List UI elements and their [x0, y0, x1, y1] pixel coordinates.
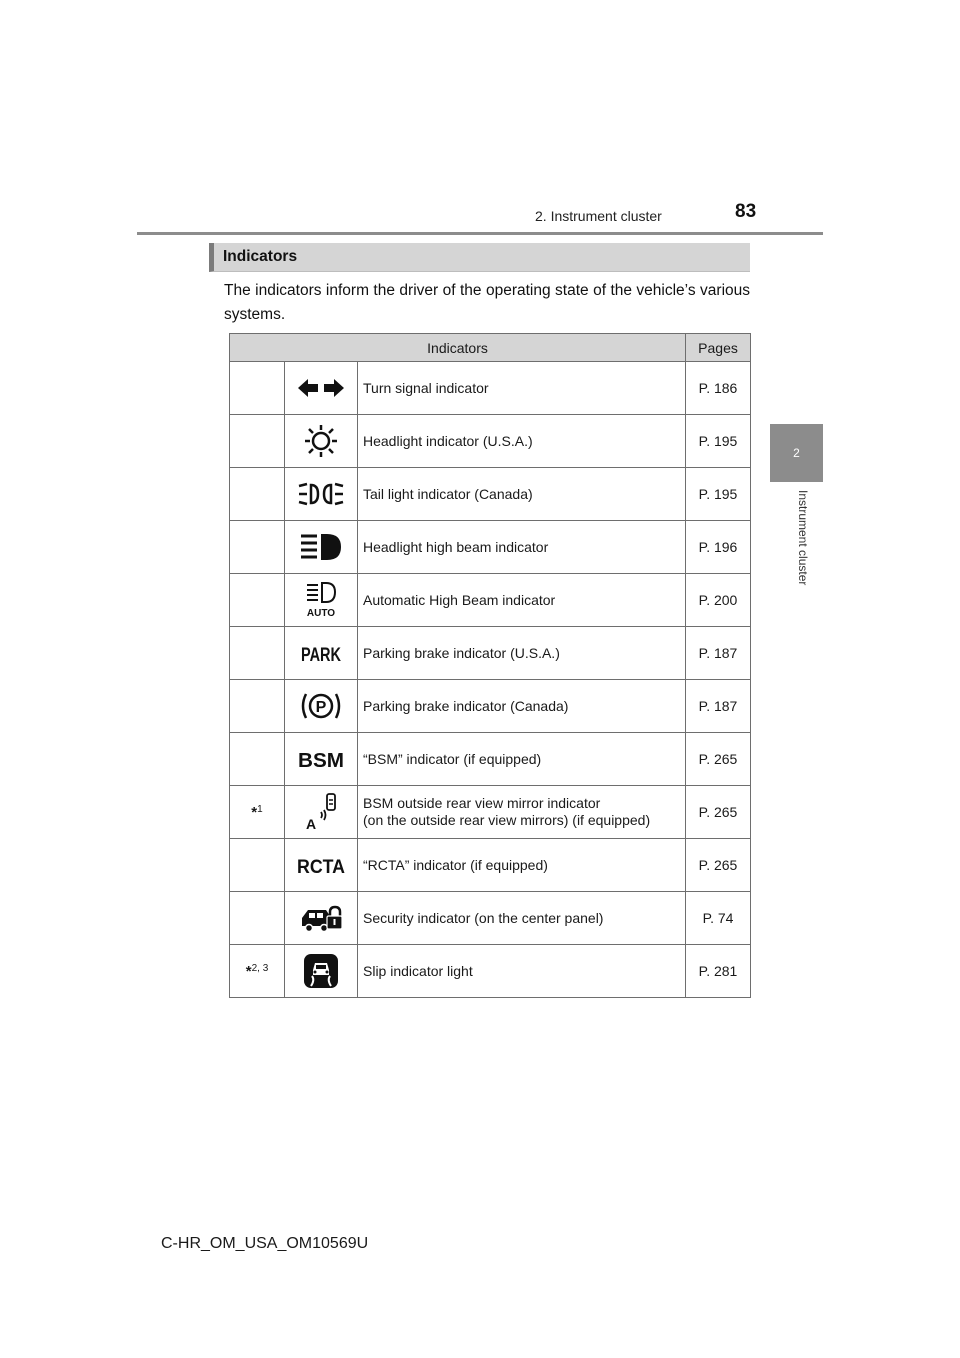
page-number: 83 [735, 201, 757, 222]
note-cell [230, 521, 285, 574]
icon-cell [285, 521, 358, 574]
icon-cell [285, 892, 358, 945]
page-ref-link[interactable]: P. 281 [686, 945, 751, 998]
pages-column-header: Pages [686, 334, 751, 362]
page-ref-link[interactable]: P. 187 [686, 680, 751, 733]
description-cell: Tail light indicator (Canada) [358, 468, 686, 521]
page-ref-link[interactable]: P. 265 [686, 733, 751, 786]
headlight-icon [301, 423, 341, 459]
footnote-star: * [245, 962, 252, 980]
icon-cell [285, 362, 358, 415]
table-row [230, 468, 751, 521]
description-cell [358, 786, 686, 839]
footnote-star: * [251, 803, 258, 821]
icon-cell [285, 786, 358, 839]
bsm-text-icon [296, 746, 346, 772]
table-row [230, 945, 751, 998]
description-cell: Parking brake indicator (U.S.A.) [358, 627, 686, 680]
auto-high-beam-icon [301, 582, 341, 618]
header-divider [137, 232, 823, 235]
page-ref-link[interactable]: P. 195 [686, 415, 751, 468]
page-ref-link[interactable]: P. 187 [686, 627, 751, 680]
page-ref-link[interactable]: P. 265 [686, 786, 751, 839]
footnote-number: 1 [257, 803, 263, 815]
table-row [230, 786, 751, 839]
footnote-number: 2, 3 [251, 962, 269, 974]
rcta-text-icon [295, 852, 347, 878]
note-cell [230, 468, 285, 521]
note-cell [230, 680, 285, 733]
description-cell: “RCTA” indicator (if equipped) [358, 839, 686, 892]
table-row [230, 733, 751, 786]
indicators-table [229, 333, 751, 998]
page-ref-link[interactable]: P. 265 [686, 839, 751, 892]
description-line-2: (on the outside rear view mirrors) (if equipped) [363, 812, 651, 828]
table-row [230, 521, 751, 574]
page-ref-link[interactable]: P. 195 [686, 468, 751, 521]
table-row [230, 362, 751, 415]
description-line-1: BSM outside rear view mirror indicator [363, 795, 601, 811]
table-row [230, 415, 751, 468]
description-cell: “BSM” indicator (if equipped) [358, 733, 686, 786]
chapter-tab [770, 424, 823, 482]
document-code-footer: C-HR_OM_USA_OM10569U [161, 1235, 369, 1252]
icon-cell [285, 839, 358, 892]
chapter-tab-label: Instrument cluster [796, 490, 810, 586]
note-cell [230, 892, 285, 945]
page-ref-link[interactable]: P. 200 [686, 574, 751, 627]
section-heading-bar [209, 243, 750, 272]
page-ref-link[interactable]: P. 196 [686, 521, 751, 574]
icon-cell [285, 468, 358, 521]
description-cell: Slip indicator light [358, 945, 686, 998]
table-row [230, 574, 751, 627]
rcta-label: RCTA [297, 857, 346, 878]
note-cell [230, 574, 285, 627]
p-label: P [315, 699, 327, 716]
icon-cell [285, 574, 358, 627]
park-label: PARK [301, 645, 342, 666]
indicators-column-header: Indicators [230, 334, 686, 362]
slip-indicator-icon [303, 953, 339, 989]
table-row [230, 892, 751, 945]
parking-brake-circle-icon [300, 688, 342, 724]
note-cell [230, 627, 285, 680]
tail-light-icon [297, 481, 345, 507]
description-cell: Parking brake indicator (Canada) [358, 680, 686, 733]
description-cell: Turn signal indicator [358, 362, 686, 415]
icon-cell [285, 680, 358, 733]
icon-cell [285, 627, 358, 680]
description-cell: Security indicator (on the center panel) [358, 892, 686, 945]
description-cell: Headlight indicator (U.S.A.) [358, 415, 686, 468]
table-row [230, 680, 751, 733]
table-row [230, 627, 751, 680]
section-title: Indicators [223, 248, 298, 265]
icon-cell [285, 733, 358, 786]
bsm-mirror-icon [301, 792, 341, 832]
icon-cell [285, 945, 358, 998]
bsm-label: BSM [298, 750, 344, 772]
note-cell [230, 945, 285, 998]
note-cell [230, 839, 285, 892]
park-text-icon [299, 640, 343, 666]
high-beam-icon [299, 532, 343, 562]
turn-signal-icon [296, 376, 346, 400]
note-cell [230, 786, 285, 839]
note-cell [230, 733, 285, 786]
description-cell: Automatic High Beam indicator [358, 574, 686, 627]
note-cell [230, 362, 285, 415]
icon-cell [285, 415, 358, 468]
running-header-section: 2. Instrument cluster [535, 208, 662, 224]
chapter-tab-number: 2 [793, 446, 800, 460]
table-header-row [230, 334, 751, 362]
table-row [230, 839, 751, 892]
intro-paragraph: The indicators inform the driver of the operating state of the vehicle’s various systems. [224, 282, 750, 323]
mirror-a-label: A [305, 816, 317, 832]
note-cell [230, 415, 285, 468]
security-icon [300, 902, 342, 934]
page-ref-link[interactable]: P. 74 [686, 892, 751, 945]
description-cell: Headlight high beam indicator [358, 521, 686, 574]
page-ref-link[interactable]: P. 186 [686, 362, 751, 415]
auto-label: AUTO [306, 608, 336, 619]
